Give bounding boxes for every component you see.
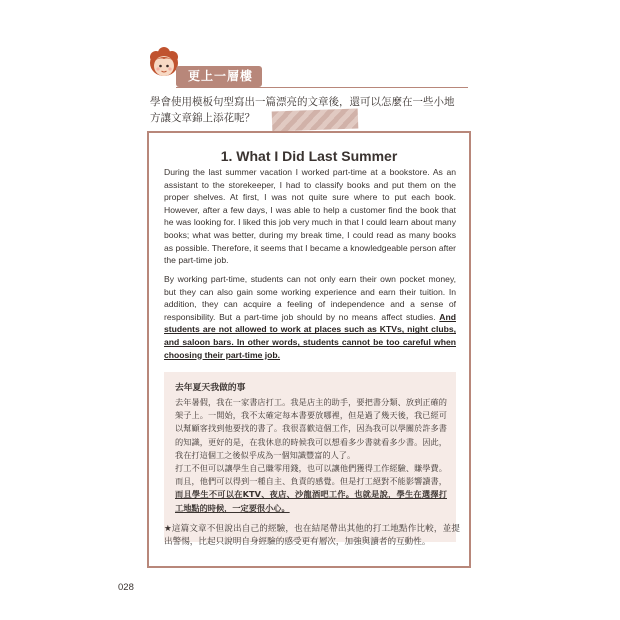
- essay-emphasis: And students are not allowed to work at places such as KTVs, night clubs, and saloon bars. In other words, students cannot be too careful when choosing their part-time job.: [164, 311, 456, 360]
- header-divider: [176, 87, 468, 88]
- translation-paragraph-2-text: 打工不但可以讓學生自己賺零用錢，也可以讓他們獲得工作經驗、賺學費。而且，他們可以得到一種自主、負責的感覺。但是打工絕對不能影響讀書，: [175, 463, 447, 487]
- translation-paragraph-2: [175, 462, 447, 515]
- commentary-note: ★這篇文章不但說出自己的經驗，也在結尾帶出其他的打工地點作比較，並提出警惕，比起只說明自身經驗的感受更有層次，加強與讀者的互動性。: [164, 524, 460, 548]
- translation-paragraph-1: 去年暑假，我在一家書店打工。我是店主的助手，要把書分類、放到正確的架子上。一開始，我不太確定每本書要放哪裡，但是過了幾天後，我已經可以幫顧客找到他要找的書了。我很喜歡這個工作，因為我可以學關於許多書的知識，更好的是，在我休息的時候我可以想看多少書就看多少書。因此，我在打這個工之後似乎成為一個知識豐富的人了。: [175, 397, 447, 460]
- essay-paragraph-1: During the last summer vacation I worked part-time at a bookstore. As an assistant to the storekeeper, I had to classify books and put them on the proper shelves. At first, I was not quite sure where to put each book. However, after a few days, I was able to help a customer find the book that he was looking for. I liked this job very much in that I could learn about many books; what was better, during my break time, I could read as many books as possible. Therefore, it seems that I became a knowledgeable person after the part-time job.: [164, 167, 456, 266]
- essay-paragraph-2: [164, 273, 456, 361]
- translation-emphasis: 而且學生不可以在KTV、夜店、沙龍酒吧工作。也就是說，學生在選擇打工地點的時候，一定要很小心。: [175, 489, 447, 513]
- essay-title: 1. What I Did Last Summer: [220, 148, 398, 164]
- page-number: 028: [118, 582, 134, 593]
- essay-paragraph-2-text: By working part-time, students can not only earn their own pocket money, but they can also gain some working experience and earn their tuition. In addition, they can acquire a feeling of independence and a sense of responsibility. But a part-time job should by no means affect studies.: [164, 274, 456, 322]
- intro-text: 學會使用模板句型寫出一篇漂亮的文章後，還可以怎麼在一些小地方讓文章錦上添花呢？: [150, 96, 455, 124]
- decorative-tape: [272, 109, 359, 132]
- section-title: 更上一層樓: [188, 69, 254, 83]
- translation-title: 去年夏天我做的事: [175, 383, 246, 393]
